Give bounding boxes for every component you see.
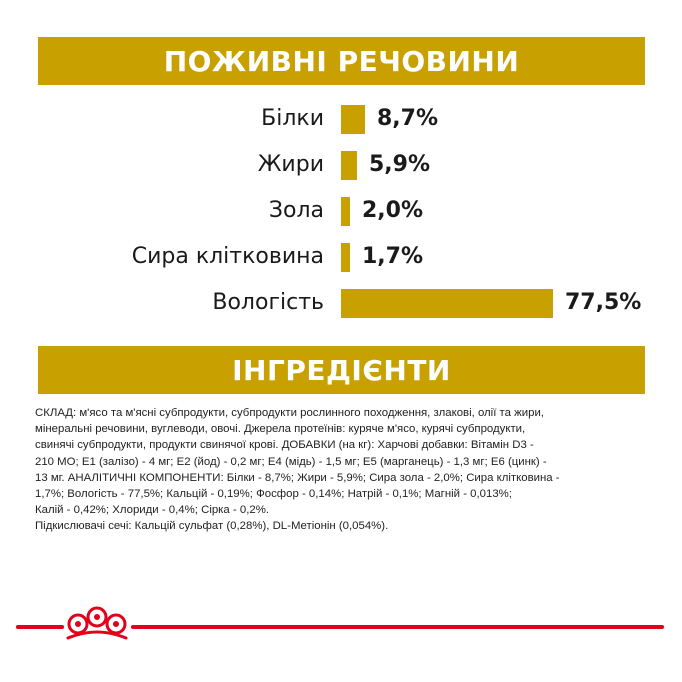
chart-row xyxy=(0,196,682,226)
composition-text: СКЛАД: м'ясо та м'ясні субпродукти, субпродукти рослинного походження, злакові, олії та жири, мінеральні речовини, вуглеводи, овочі. Джерела протеїнів: куряче м'ясо, курячі субпродукти, свинячі субпродукти, продукти свинячої крові. ДОБАВКИ (на кг): Харчові добавки: Вітамін D3 - 210 МО; Е1 (залізо) - 4 мг; Е2 (йод) - 0,2 мг; Е4 (мідь) - 1,5 мг; Е5 (марганець) - 1,3 мг; Е6 (цинк) - 13 мг. АНАЛІТИЧНІ КОМПОНЕНТИ: Білки - 8,7%; Жири - 5,9%; Сира зола - 2,0%; Сира клітковина - 1,7%; Вологість - 77,5%; Кальцій - 0,19%; Фосфор - 0,14%; Натрій - 0,1%; Магній - 0,013%; Калій - 0,42%; Хлориди - 0,4%; Сірка - 0,2%. Підкислювачі сечі: Кальцій сульфат (0,28%), DL-Метіонін (0,054%). xyxy=(35,407,560,533)
value-label: 8,7% xyxy=(377,106,439,131)
nutrients-title: ПОЖИВНІ РЕЧОВИНИ xyxy=(163,44,520,78)
value-label: 5,9% xyxy=(369,152,431,177)
bar xyxy=(341,289,553,318)
category-label: Жири xyxy=(257,152,324,177)
nutrients-header xyxy=(38,37,645,85)
value-label: 2,0% xyxy=(362,198,424,223)
chart-row xyxy=(0,288,682,318)
category-label: Вологість xyxy=(212,290,324,315)
chart-row xyxy=(0,150,682,180)
category-label: Сира клітковина xyxy=(131,244,324,269)
chart-row xyxy=(0,104,682,134)
bar xyxy=(341,243,350,272)
bar xyxy=(341,105,365,134)
bar xyxy=(341,151,357,180)
value-label: 1,7% xyxy=(362,244,424,269)
category-label: Білки xyxy=(261,106,324,131)
category-label: Зола xyxy=(268,198,324,223)
chart-row xyxy=(0,242,682,272)
crown-logo-icon xyxy=(68,608,126,638)
value-label: 77,5% xyxy=(565,290,642,315)
ingredients-header xyxy=(38,346,645,394)
bar xyxy=(341,197,350,226)
ingredients-title: ІНГРЕДІЄНТИ xyxy=(232,353,451,387)
footer-brand-line xyxy=(0,590,682,650)
